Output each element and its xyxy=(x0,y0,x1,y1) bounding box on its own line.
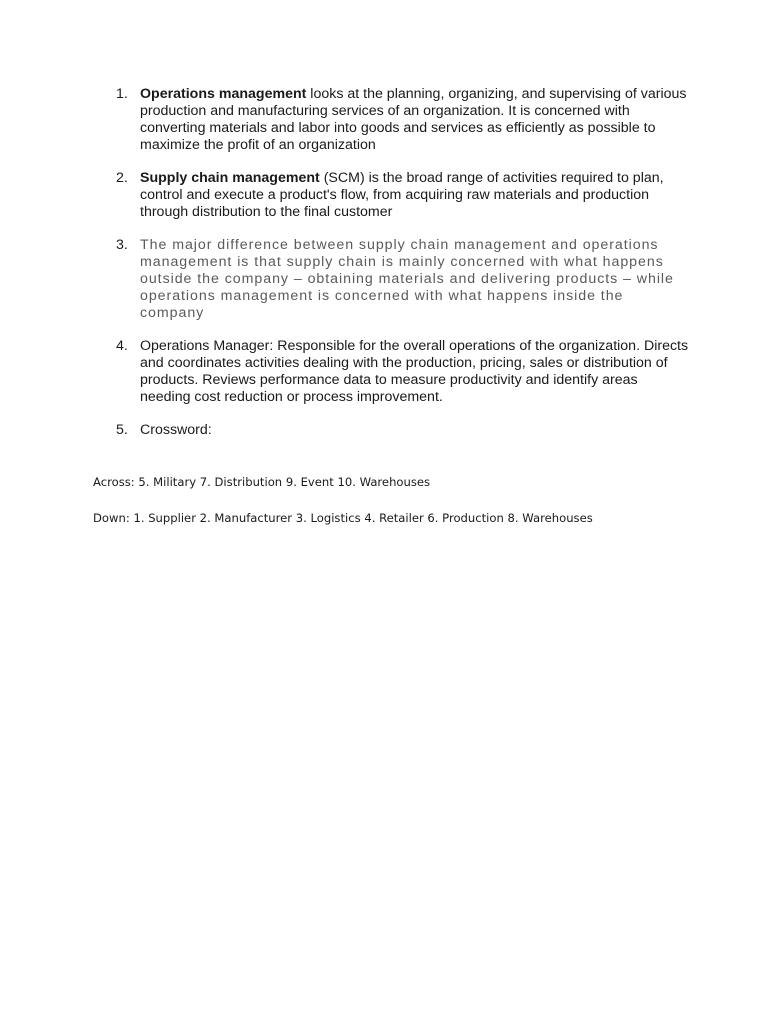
answer-list xyxy=(110,86,690,439)
term-operations-management: Operations management xyxy=(140,86,307,102)
major-difference-text: The major difference between supply chain management and operations management is that supply chain is mainly concerned with what happens outside the company – obtaining materials and delivering products – while operations management is concerned with what happens inside the company xyxy=(140,237,674,321)
list-item-operations-management xyxy=(110,86,690,154)
definition-supply-chain-management: (SCM) is the broad range of activities required to plan, control and execute a product's flow, from acquiring raw materials and production through distribution to the final customer xyxy=(140,170,664,220)
list-item-crossword xyxy=(110,422,690,439)
list-item-number: 1. xyxy=(116,86,128,102)
list-item-supply-chain-management xyxy=(110,170,690,221)
list-item-number: 2. xyxy=(116,170,128,186)
crossword-across-answers: Across: 5. Military 7. Distribution 9. Event 10. Warehouses xyxy=(93,475,431,489)
crossword-down-answers: Down: 1. Supplier 2. Manufacturer 3. Logistics 4. Retailer 6. Production 8. Warehouses xyxy=(93,511,593,525)
crossword-heading: Crossword: xyxy=(140,422,212,438)
list-item-number: 4. xyxy=(116,338,128,354)
list-item-number: 3. xyxy=(116,237,128,253)
term-supply-chain-management: Supply chain management xyxy=(140,170,320,186)
definition-operations-management: looks at the planning, organizing, and supervising of various production and manufacturing services of an organization. It is concerned with converting materials and labor into goods and services as efficiently as possible to maximize the profit of an organization xyxy=(140,86,687,153)
list-item-major-difference xyxy=(110,237,690,322)
operations-manager-text: Operations Manager: Responsible for the overall operations of the organization. Directs and coordinates activities dealing with the production, pricing, sales or distribution of products. Reviews performance data to measure productivity and identify areas needing cost reduction or process improvement. xyxy=(140,338,689,405)
list-item-number: 5. xyxy=(116,422,128,438)
list-item-operations-manager xyxy=(110,338,690,406)
